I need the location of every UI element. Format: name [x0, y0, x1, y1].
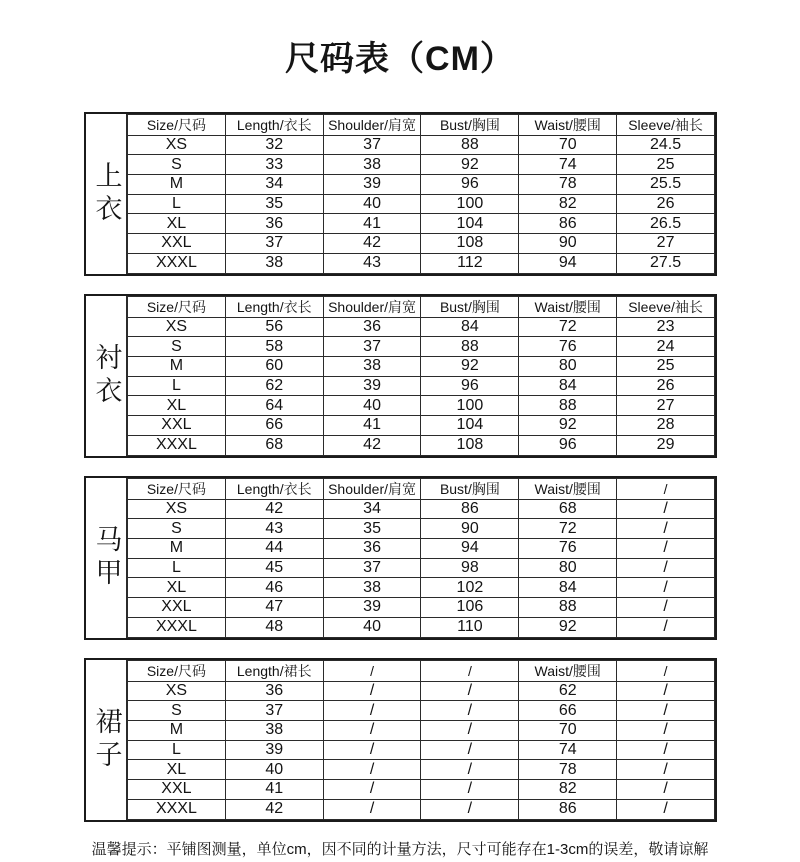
value-cell: 60 [225, 356, 323, 376]
value-cell: 62 [225, 376, 323, 396]
value-cell: 74 [519, 740, 617, 760]
value-cell: 94 [421, 538, 519, 558]
value-cell: 56 [225, 317, 323, 337]
value-cell: 38 [225, 253, 323, 273]
table-row [128, 435, 715, 455]
size-cell: M [128, 174, 226, 194]
table-row [128, 760, 715, 780]
value-cell: 36 [323, 317, 421, 337]
value-cell: / [323, 799, 421, 819]
value-cell: 39 [323, 376, 421, 396]
size-cell: XS [128, 317, 226, 337]
value-cell: 46 [225, 578, 323, 598]
value-cell: / [617, 681, 715, 701]
value-cell: 39 [225, 740, 323, 760]
value-cell: 26 [617, 194, 715, 214]
table-row [128, 356, 715, 376]
value-cell: 84 [421, 317, 519, 337]
size-cell: S [128, 155, 226, 175]
measurements-table [127, 660, 715, 820]
value-cell: 76 [519, 337, 617, 357]
value-cell: 110 [421, 617, 519, 637]
measurements-table [127, 114, 715, 274]
table-row [128, 194, 715, 214]
value-cell: 26.5 [617, 214, 715, 234]
value-cell: 48 [225, 617, 323, 637]
value-cell: 88 [519, 598, 617, 618]
table-row [128, 317, 715, 337]
category-label: 上衣 [86, 114, 127, 274]
table-row [128, 396, 715, 416]
value-cell: 24 [617, 337, 715, 357]
value-cell: / [421, 780, 519, 800]
value-cell: 41 [323, 214, 421, 234]
header-row [128, 114, 715, 135]
value-cell: 92 [421, 356, 519, 376]
value-cell: / [617, 538, 715, 558]
value-cell: 102 [421, 578, 519, 598]
value-cell: 37 [225, 701, 323, 721]
value-cell: 25.5 [617, 174, 715, 194]
value-cell: 86 [421, 499, 519, 519]
value-cell: / [421, 720, 519, 740]
value-cell: 43 [323, 253, 421, 273]
size-cell: XS [128, 499, 226, 519]
value-cell: / [617, 780, 715, 800]
value-cell: 23 [617, 317, 715, 337]
value-cell: 44 [225, 538, 323, 558]
value-cell: / [617, 519, 715, 539]
footer-note: 温馨提示：平铺图测量，单位cm，因不同的计量方法，尺寸可能存在1-3cm的误差，敬请谅解 [91, 840, 709, 858]
column-header: Length/衣长 [225, 478, 323, 499]
value-cell: 42 [323, 234, 421, 254]
column-header: Sleeve/袖长 [617, 114, 715, 135]
size-cell: M [128, 538, 226, 558]
table-row [128, 799, 715, 819]
value-cell: 72 [519, 317, 617, 337]
value-cell: 25 [617, 155, 715, 175]
size-tables-container [84, 112, 717, 822]
value-cell: 88 [421, 337, 519, 357]
value-cell: / [617, 598, 715, 618]
value-cell: 41 [323, 416, 421, 436]
size-cell: XXL [128, 598, 226, 618]
value-cell: / [617, 760, 715, 780]
column-header: Waist/腰围 [519, 296, 617, 317]
value-cell: / [617, 740, 715, 760]
value-cell: 43 [225, 519, 323, 539]
size-cell: M [128, 720, 226, 740]
column-header: Size/尺码 [128, 660, 226, 681]
value-cell: 78 [519, 760, 617, 780]
column-header: Shoulder/肩宽 [323, 478, 421, 499]
value-cell: 37 [323, 135, 421, 155]
value-cell: / [323, 720, 421, 740]
size-cell: XXL [128, 234, 226, 254]
value-cell: 62 [519, 681, 617, 701]
size-table-shirt [84, 294, 717, 458]
value-cell: 106 [421, 598, 519, 618]
size-cell: S [128, 701, 226, 721]
column-header: Waist/腰围 [519, 114, 617, 135]
value-cell: 38 [225, 720, 323, 740]
value-cell: 38 [323, 356, 421, 376]
value-cell: 47 [225, 598, 323, 618]
value-cell: 32 [225, 135, 323, 155]
column-header: Waist/腰围 [519, 478, 617, 499]
value-cell: 38 [323, 578, 421, 598]
table-row [128, 617, 715, 637]
size-cell: L [128, 194, 226, 214]
value-cell: 27 [617, 396, 715, 416]
value-cell: 88 [421, 135, 519, 155]
size-table-skirt [84, 658, 717, 822]
size-cell: XS [128, 681, 226, 701]
value-cell: 96 [519, 435, 617, 455]
column-header: Size/尺码 [128, 296, 226, 317]
value-cell: 33 [225, 155, 323, 175]
value-cell: 104 [421, 416, 519, 436]
table-row [128, 538, 715, 558]
value-cell: / [617, 720, 715, 740]
table-row [128, 740, 715, 760]
value-cell: 24.5 [617, 135, 715, 155]
value-cell: 82 [519, 194, 617, 214]
value-cell: 27 [617, 234, 715, 254]
value-cell: 82 [519, 780, 617, 800]
value-cell: / [617, 701, 715, 721]
value-cell: 92 [421, 155, 519, 175]
table-row [128, 578, 715, 598]
value-cell: 25 [617, 356, 715, 376]
column-header: / [323, 660, 421, 681]
table-row [128, 337, 715, 357]
table-row [128, 720, 715, 740]
value-cell: 35 [323, 519, 421, 539]
table-row [128, 499, 715, 519]
size-cell: XXL [128, 416, 226, 436]
column-header: Bust/胸围 [421, 296, 519, 317]
category-label: 裙子 [86, 660, 127, 820]
value-cell: 66 [519, 701, 617, 721]
measurements-table [127, 478, 715, 638]
value-cell: / [323, 760, 421, 780]
value-cell: 39 [323, 174, 421, 194]
value-cell: 36 [225, 214, 323, 234]
value-cell: 37 [323, 337, 421, 357]
column-header: Shoulder/肩宽 [323, 296, 421, 317]
value-cell: 90 [421, 519, 519, 539]
value-cell: 76 [519, 538, 617, 558]
table-row [128, 135, 715, 155]
table-row [128, 174, 715, 194]
value-cell: 90 [519, 234, 617, 254]
table-row [128, 253, 715, 273]
value-cell: 96 [421, 174, 519, 194]
table-row [128, 780, 715, 800]
value-cell: 100 [421, 396, 519, 416]
value-cell: 108 [421, 234, 519, 254]
table-row [128, 214, 715, 234]
column-header: Length/衣长 [225, 114, 323, 135]
header-row [128, 478, 715, 499]
value-cell: 40 [225, 760, 323, 780]
value-cell: 96 [421, 376, 519, 396]
size-cell: S [128, 337, 226, 357]
header-row [128, 660, 715, 681]
column-header: / [421, 660, 519, 681]
value-cell: 29 [617, 435, 715, 455]
column-header: / [617, 660, 715, 681]
value-cell: 70 [519, 135, 617, 155]
value-cell: / [323, 740, 421, 760]
value-cell: 26 [617, 376, 715, 396]
column-header: Sleeve/袖长 [617, 296, 715, 317]
value-cell: 68 [519, 499, 617, 519]
size-cell: M [128, 356, 226, 376]
value-cell: 27.5 [617, 253, 715, 273]
size-cell: XL [128, 396, 226, 416]
value-cell: 104 [421, 214, 519, 234]
column-header: Length/衣长 [225, 296, 323, 317]
value-cell: 78 [519, 174, 617, 194]
value-cell: / [323, 701, 421, 721]
value-cell: 112 [421, 253, 519, 273]
value-cell: 86 [519, 214, 617, 234]
value-cell: / [421, 681, 519, 701]
value-cell: 58 [225, 337, 323, 357]
size-cell: XS [128, 135, 226, 155]
size-cell: XXL [128, 780, 226, 800]
value-cell: / [421, 740, 519, 760]
table-row [128, 681, 715, 701]
table-row [128, 598, 715, 618]
value-cell: 42 [225, 499, 323, 519]
value-cell: 94 [519, 253, 617, 273]
size-cell: XXXL [128, 435, 226, 455]
size-cell: L [128, 740, 226, 760]
value-cell: / [617, 558, 715, 578]
value-cell: 98 [421, 558, 519, 578]
value-cell: 108 [421, 435, 519, 455]
value-cell: / [421, 760, 519, 780]
value-cell: 40 [323, 396, 421, 416]
size-cell: XL [128, 760, 226, 780]
column-header: / [617, 478, 715, 499]
table-row [128, 376, 715, 396]
value-cell: 70 [519, 720, 617, 740]
value-cell: 37 [225, 234, 323, 254]
category-label: 马甲 [86, 478, 127, 638]
value-cell: 92 [519, 416, 617, 436]
value-cell: 42 [323, 435, 421, 455]
value-cell: 86 [519, 799, 617, 819]
value-cell: 39 [323, 598, 421, 618]
size-cell: XL [128, 578, 226, 598]
size-cell: XXXL [128, 253, 226, 273]
value-cell: 72 [519, 519, 617, 539]
column-header: Bust/胸围 [421, 478, 519, 499]
column-header: Size/尺码 [128, 114, 226, 135]
size-cell: XXXL [128, 799, 226, 819]
size-table-vest [84, 476, 717, 640]
measurements-table [127, 296, 715, 456]
value-cell: 45 [225, 558, 323, 578]
value-cell: 40 [323, 194, 421, 214]
value-cell: / [617, 499, 715, 519]
value-cell: 37 [323, 558, 421, 578]
column-header: Waist/腰围 [519, 660, 617, 681]
value-cell: / [617, 617, 715, 637]
page-title: 尺码表（CM） [285, 40, 515, 79]
size-cell: L [128, 376, 226, 396]
value-cell: 35 [225, 194, 323, 214]
value-cell: 80 [519, 356, 617, 376]
size-cell: S [128, 519, 226, 539]
value-cell: 41 [225, 780, 323, 800]
value-cell: 100 [421, 194, 519, 214]
value-cell: 28 [617, 416, 715, 436]
value-cell: 80 [519, 558, 617, 578]
value-cell: 68 [225, 435, 323, 455]
value-cell: 38 [323, 155, 421, 175]
column-header: Shoulder/肩宽 [323, 114, 421, 135]
table-row [128, 416, 715, 436]
size-cell: XL [128, 214, 226, 234]
table-row [128, 155, 715, 175]
value-cell: 84 [519, 578, 617, 598]
value-cell: 40 [323, 617, 421, 637]
column-header: Length/裙长 [225, 660, 323, 681]
table-row [128, 519, 715, 539]
size-table-top [84, 112, 717, 276]
size-cell: L [128, 558, 226, 578]
value-cell: / [323, 780, 421, 800]
value-cell: 42 [225, 799, 323, 819]
value-cell: 36 [225, 681, 323, 701]
table-row [128, 234, 715, 254]
value-cell: 34 [225, 174, 323, 194]
value-cell: 92 [519, 617, 617, 637]
value-cell: 88 [519, 396, 617, 416]
value-cell: 66 [225, 416, 323, 436]
value-cell: / [421, 799, 519, 819]
category-label: 衬衣 [86, 296, 127, 456]
column-header: Size/尺码 [128, 478, 226, 499]
value-cell: / [617, 799, 715, 819]
size-chart-page [0, 23, 800, 862]
size-cell: XXXL [128, 617, 226, 637]
value-cell: 36 [323, 538, 421, 558]
column-header: Bust/胸围 [421, 114, 519, 135]
value-cell: 74 [519, 155, 617, 175]
header-row [128, 296, 715, 317]
value-cell: / [421, 701, 519, 721]
value-cell: / [323, 681, 421, 701]
value-cell: 64 [225, 396, 323, 416]
table-row [128, 701, 715, 721]
value-cell: 34 [323, 499, 421, 519]
table-row [128, 558, 715, 578]
value-cell: 84 [519, 376, 617, 396]
value-cell: / [617, 578, 715, 598]
